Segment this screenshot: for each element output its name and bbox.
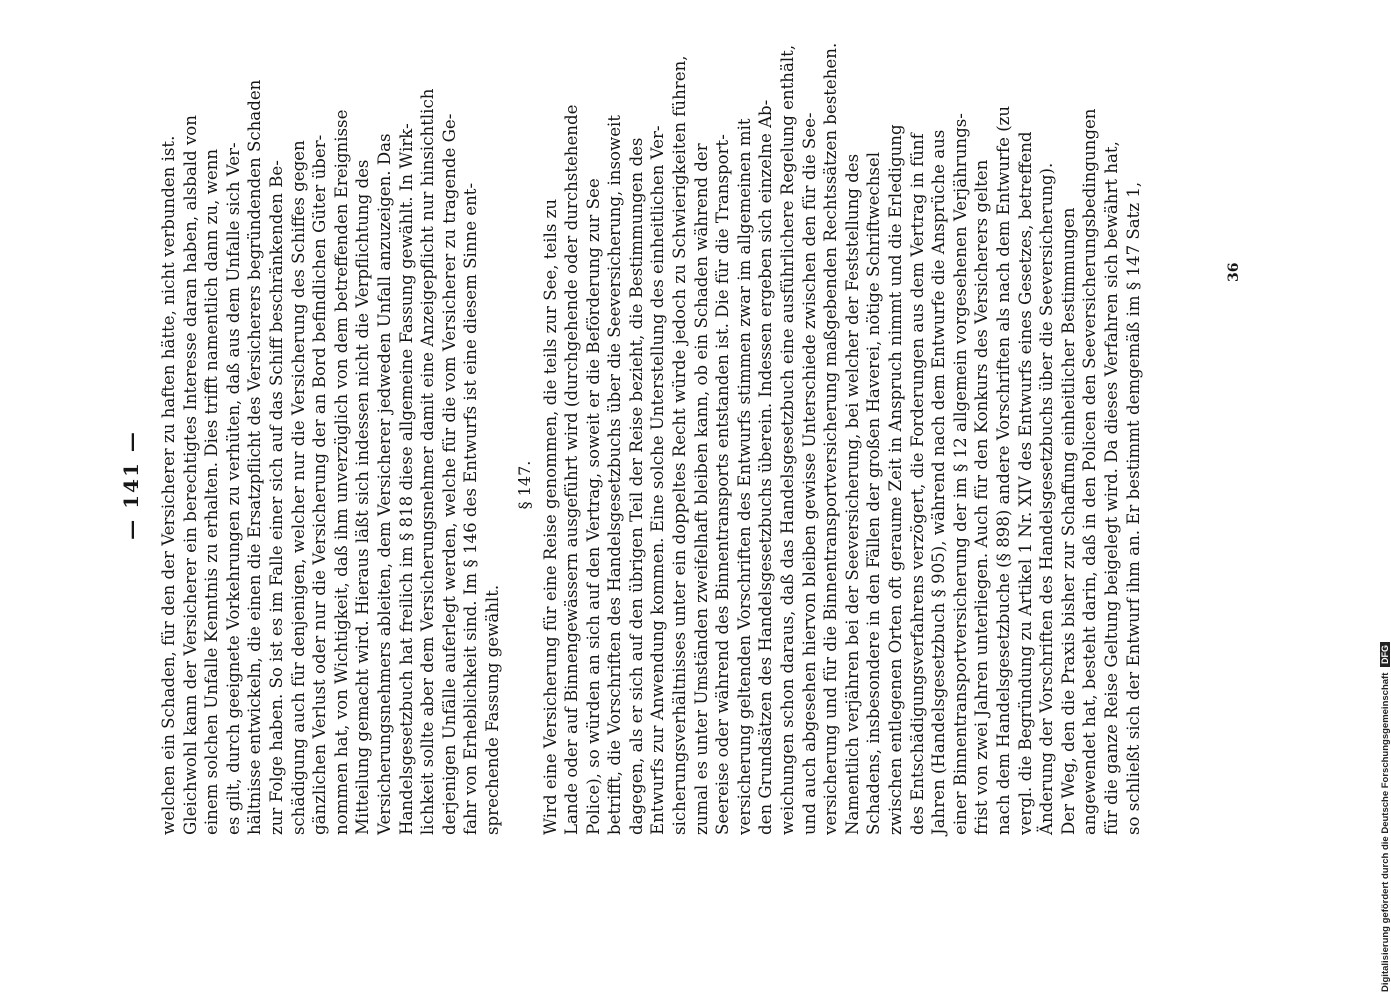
text-line: den Grundsätzen des Handelsgesetzbuchs überein. Indessen ergeben sich einzelne Ab- <box>756 99 776 835</box>
text-line: zur Folge haben. So ist es im Falle einer sich auf das Schiff beschränkenden Be- <box>266 160 286 835</box>
page-header: — 141 — <box>119 430 143 540</box>
text-line: betrifft, die Vorschriften des Handelsgesetzbuchs über die Seeversicherung, insoweit <box>605 114 625 835</box>
text-line: Änderung der Vorschriften des Handelsgesetzbuchs über die Seeversicherung). <box>1037 162 1057 835</box>
text-line: nach dem Handelsgesetzbuche (§ 898) andere Vorschriften als nach dem Entwurfe (zu <box>993 105 1013 835</box>
paragraph-1 <box>158 79 504 835</box>
text-line: nommen hat, von Wichtigkeit, daß ihm unverzüglich von dem betreffenden Ereignisse <box>331 109 351 835</box>
section-title: § 147. <box>514 460 534 510</box>
text-line: zwischen entlegenen Orten oft geraume Zeit in Anspruch nimmt und die Erledigung <box>886 124 905 835</box>
credit-text: Digitalisierung gefördert durch die Deutsche Forschungsgemeinschaft <box>1380 672 1391 992</box>
text-line: einem solchen Unfalle Kenntnis zu erhalten. Dies trifft namentlich dann zu, wenn <box>202 148 222 835</box>
text-line: frist von zwei Jahren unterliegen. Auch für den Konkurs des Versicherers gelten <box>972 159 992 835</box>
text-line: welchen ein Schaden, für den der Versicherer zu haften hätte, nicht verbunden ist. <box>159 135 178 835</box>
text-line: Mitteilung gemacht wird. Hieraus läßt sich indessen nicht die Verpflichtung des <box>353 159 373 835</box>
text-line: vergl. die Begründung zu Artikel 1 Nr. XIV des Entwurfs eines Gesetzes, betreffend <box>1015 131 1035 835</box>
text-line: angewendet hat, besteht darin, daß in den Policen den Seeversicherungsbedingungen <box>1080 108 1100 835</box>
text-line: Namentlich verjähren bei der Seeversicherung, bei welcher der Feststellung des <box>842 153 862 835</box>
text-line: zumal es unter Umständen zweifelhaft bleiben kann, ob ein Schaden während der <box>691 143 711 835</box>
text-line: Schadens, insbesondere in den Fällen der großen Haverei, nötige Schriftwechsel <box>864 151 884 835</box>
text-line: Jahren (Handelsgesetzbuch § 905), während nach dem Entwurfe die Ansprüche aus <box>929 129 949 835</box>
text-line: gänzlichen Verlust oder nur die Versicherung der an Bord befindlichen Güter über- <box>310 134 330 835</box>
text-line: Seereise oder während des Binnentransports entstanden ist. Die für die Transport- <box>713 134 733 835</box>
text-line: Gleichwohl kann der Versicherer ein berechtigtes Interesse daran haben, alsbald von <box>180 115 200 835</box>
text-line: für die ganze Reise Geltung beigelegt wird. Da dieses Verfahren sich bewährt hat, <box>1101 141 1121 835</box>
text-line: schädigung auch für denjenigen, welcher nur die Versicherung des Schiffes gegen <box>288 140 308 835</box>
text-line: und auch abgesehen hiervon bleiben gewisse Unterschiede zwischen den für die See- <box>799 112 819 835</box>
text-line: Versicherungsnehmers ableiten, dem Versicherer jedweden Unfall anzuzeigen. Das <box>374 133 394 835</box>
text-line: hältnisse entwickeln, die einen die Ersatzpflicht des Versicherers begründenden Schaden <box>245 79 265 835</box>
text-line: Wird eine Versicherung für eine Reise genommen, die teils zur See, teils zu <box>540 198 560 835</box>
text-line: Entwurfs zur Anwendung kommen. Eine solche Unterstellung des einheitlichen Ver- <box>648 125 668 835</box>
text-line: fahr von Erheblichkeit sind. Im § 146 des Entwurfs ist eine diesem Sinne ent- <box>461 182 481 835</box>
text-line: Police), so würden an sich auf den Vertrag, soweit er die Beförderung zur See <box>583 178 603 835</box>
text-line: derjenigen Unfälle auferlegt werden, welche für die vom Versicherer zu tragende Ge- <box>439 113 459 835</box>
text-line: so schließt sich der Entwurf ihm an. Er bestimmt demgemäß im § 147 Satz 1, <box>1123 181 1143 835</box>
text-line: versicherung und für die Binnentransportversicherung maßgebenden Rechtssätzen bestehen. <box>821 42 841 835</box>
text-line: Der Weg, den die Praxis bisher zur Schaffung einheitlicher Bestimmungen <box>1058 207 1078 835</box>
text-line: Handelsgesetzbuch hat freilich im § 818 diese allgemeine Fassung gewählt. In Wirk- <box>396 123 416 835</box>
paragraph-2 <box>540 42 1058 835</box>
signature-mark: 36 <box>1226 262 1242 282</box>
text-line: dagegen, als er sich auf den übrigen Teil der Reise bezieht, die Bestimmungen des <box>626 137 646 835</box>
dfg-logo: DFG <box>1380 642 1390 667</box>
text-line: sprechende Fassung gewählt. <box>482 584 502 835</box>
paragraph-3 <box>1058 108 1144 835</box>
text-line: einer Binnentransportversicherung der im § 12 allgemein vorgesehenen Verjährungs- <box>950 113 970 835</box>
text-line: sicherungsverhältnisses unter ein doppeltes Recht würde jedoch zu Schwierigkeiten führen, <box>670 55 690 835</box>
text-line: des Entschädigungsverfahrens verzögert, die Forderungen aus dem Vertrag in fünf <box>907 133 927 835</box>
text-line: versicherung geltenden Vorschriften des Entwurfs stimmen zwar im allgemeinen mit <box>734 118 754 835</box>
text-line: es gilt, durch geeignete Vorkehrungen zu verhüten, daß aus dem Unfalle sich Ver- <box>223 142 243 835</box>
text-line: Lande oder auf Binnengewässern ausgeführt wird (durchgehende oder durchstehende <box>562 104 582 835</box>
text-line: lichkeit sollte aber dem Versicherungsnehmer damit eine Anzeigepflicht nur hinsichtlich <box>418 88 438 835</box>
rotated-page <box>118 42 1143 835</box>
text-line: weichungen schon daraus, daß das Handelsgesetzbuch eine ausführlichere Regelung enthält, <box>778 44 798 835</box>
digitization-credit <box>1380 642 1391 992</box>
